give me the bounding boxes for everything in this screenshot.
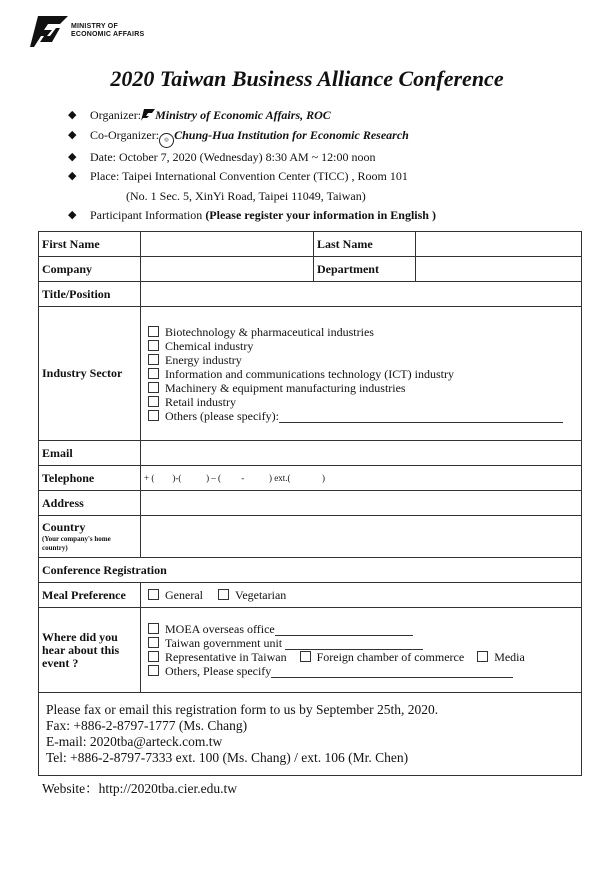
- telephone-label: Telephone: [39, 466, 141, 491]
- contact-fax: Fax: +886-2-8797-1777 (Ms. Chang): [46, 718, 248, 733]
- hear-option-rep[interactable]: Representative in Taiwan: [148, 650, 287, 664]
- checkbox[interactable]: [218, 589, 229, 600]
- registration-form: [38, 231, 582, 693]
- checkbox[interactable]: [148, 396, 159, 407]
- meal-general-option[interactable]: General: [148, 588, 203, 602]
- checkbox[interactable]: [148, 651, 159, 662]
- company-field[interactable]: [141, 257, 314, 282]
- address-label: Address: [39, 491, 141, 516]
- country-note: (Your company's home country): [42, 535, 111, 552]
- department-field[interactable]: [416, 257, 582, 282]
- title-position-label: Title/Position: [39, 282, 141, 307]
- checkbox[interactable]: [148, 326, 159, 337]
- address-line: (No. 1 Sec. 5, XinYi Road, Taipei 11049, Taiwan): [126, 188, 366, 203]
- industry-option[interactable]: Chemical industry: [148, 339, 578, 353]
- address-field[interactable]: [141, 491, 582, 516]
- meal-options: [141, 583, 582, 608]
- industry-option[interactable]: Retail industry: [148, 395, 578, 409]
- checkbox[interactable]: [148, 354, 159, 365]
- date-line: ◆ Date: October 7, 2020 (Wednesday) 8:30 AM ~ 12:00 noon: [68, 148, 436, 168]
- hear-option-chamber[interactable]: Foreign chamber of commerce: [300, 650, 465, 664]
- email-field[interactable]: [141, 441, 582, 466]
- checkbox[interactable]: [148, 665, 159, 676]
- title-position-field[interactable]: [141, 282, 582, 307]
- website-line: Website：http://2020tba.cier.edu.tw: [42, 781, 237, 796]
- logo-line-1: MINISTRY OF: [71, 23, 118, 30]
- industry-option-others[interactable]: Others (please specify):: [148, 409, 578, 423]
- cier-logo-icon: ◎: [159, 133, 174, 148]
- checkbox[interactable]: [148, 410, 159, 421]
- meal-preference-label: Meal Preference: [39, 583, 141, 608]
- country-label-cell: [39, 516, 141, 558]
- hear-option-others[interactable]: Others, Please specify: [148, 664, 578, 678]
- last-name-field[interactable]: [416, 232, 582, 257]
- email-label: Email: [39, 441, 141, 466]
- participant-line: ◆ Participant Information (Please register your information in English ): [68, 206, 436, 226]
- hear-option-moea[interactable]: MOEA overseas office: [148, 622, 578, 636]
- others-specify-line[interactable]: [271, 677, 513, 678]
- country-label: Country: [42, 520, 86, 534]
- first-name-label: First Name: [39, 232, 141, 257]
- page-title: 2020 Taiwan Business Alliance Conference: [110, 66, 504, 91]
- checkbox[interactable]: [148, 340, 159, 351]
- checkbox[interactable]: [477, 651, 488, 662]
- hear-about-options: [141, 608, 582, 693]
- telephone-field[interactable]: + ( )-( ) – ( - ) ext.( ): [141, 466, 582, 491]
- checkbox[interactable]: [300, 651, 311, 662]
- organizer-line: ◆ Organizer: Ministry of Economic Affairs, ROC: [68, 106, 436, 126]
- checkbox[interactable]: [148, 637, 159, 648]
- event-info: [68, 106, 436, 226]
- others-specify-line[interactable]: [279, 422, 563, 423]
- moea-mini-logo-icon: [141, 109, 155, 121]
- industry-option[interactable]: Biotechnology & pharmaceutical industries: [148, 325, 578, 339]
- checkbox[interactable]: [148, 589, 159, 600]
- company-label: Company: [39, 257, 141, 282]
- hear-option-gov[interactable]: Taiwan government unit: [148, 636, 578, 650]
- contact-tel: Tel: +886-2-8797-7333 ext. 100 (Ms. Chang) / ext. 106 (Mr. Chen): [46, 750, 409, 765]
- country-field[interactable]: [141, 516, 582, 558]
- place-line: ◆ Place: Taipei International Convention Center (TICC) , Room 101: [68, 167, 436, 187]
- contact-email: E-mail: 2020tba@arteck.com.tw: [46, 734, 223, 749]
- industry-sector-options: [141, 307, 582, 441]
- checkbox[interactable]: [148, 368, 159, 379]
- industry-option[interactable]: Information and communications technology (ICT) industry: [148, 367, 578, 381]
- logo-line-2: ECONOMIC AFFAIRS: [71, 31, 145, 38]
- hear-about-label: Where did you hear about this event ?: [39, 608, 141, 693]
- first-name-field[interactable]: [141, 232, 314, 257]
- hear-option-row3: [148, 650, 578, 664]
- industry-sector-label: Industry Sector: [39, 307, 141, 441]
- industry-option[interactable]: Machinery & equipment manufacturing industries: [148, 381, 578, 395]
- coorganizer-line: ◆ Co-Organizer: ◎ Chung-Hua Institution for Economic Research: [68, 126, 436, 148]
- contact-instruction: Please fax or email this registration form to us by September 25th, 2020.: [46, 702, 439, 717]
- industry-option[interactable]: Energy industry: [148, 353, 578, 367]
- coorganizer-name: Chung-Hua Institution for Economic Research: [174, 127, 409, 142]
- moea-logo: [30, 14, 190, 48]
- last-name-label: Last Name: [314, 232, 416, 257]
- hear-option-media[interactable]: Media: [477, 650, 525, 664]
- conference-registration-heading: Conference Registration: [39, 558, 582, 583]
- checkbox[interactable]: [148, 623, 159, 634]
- department-label: Department: [314, 257, 416, 282]
- moea-logo-icon: [30, 14, 68, 48]
- organizer-name: Ministry of Economic Affairs, ROC: [155, 108, 331, 122]
- meal-vegetarian-option[interactable]: Vegetarian: [218, 588, 286, 602]
- checkbox[interactable]: [148, 382, 159, 393]
- contact-box: [38, 692, 582, 776]
